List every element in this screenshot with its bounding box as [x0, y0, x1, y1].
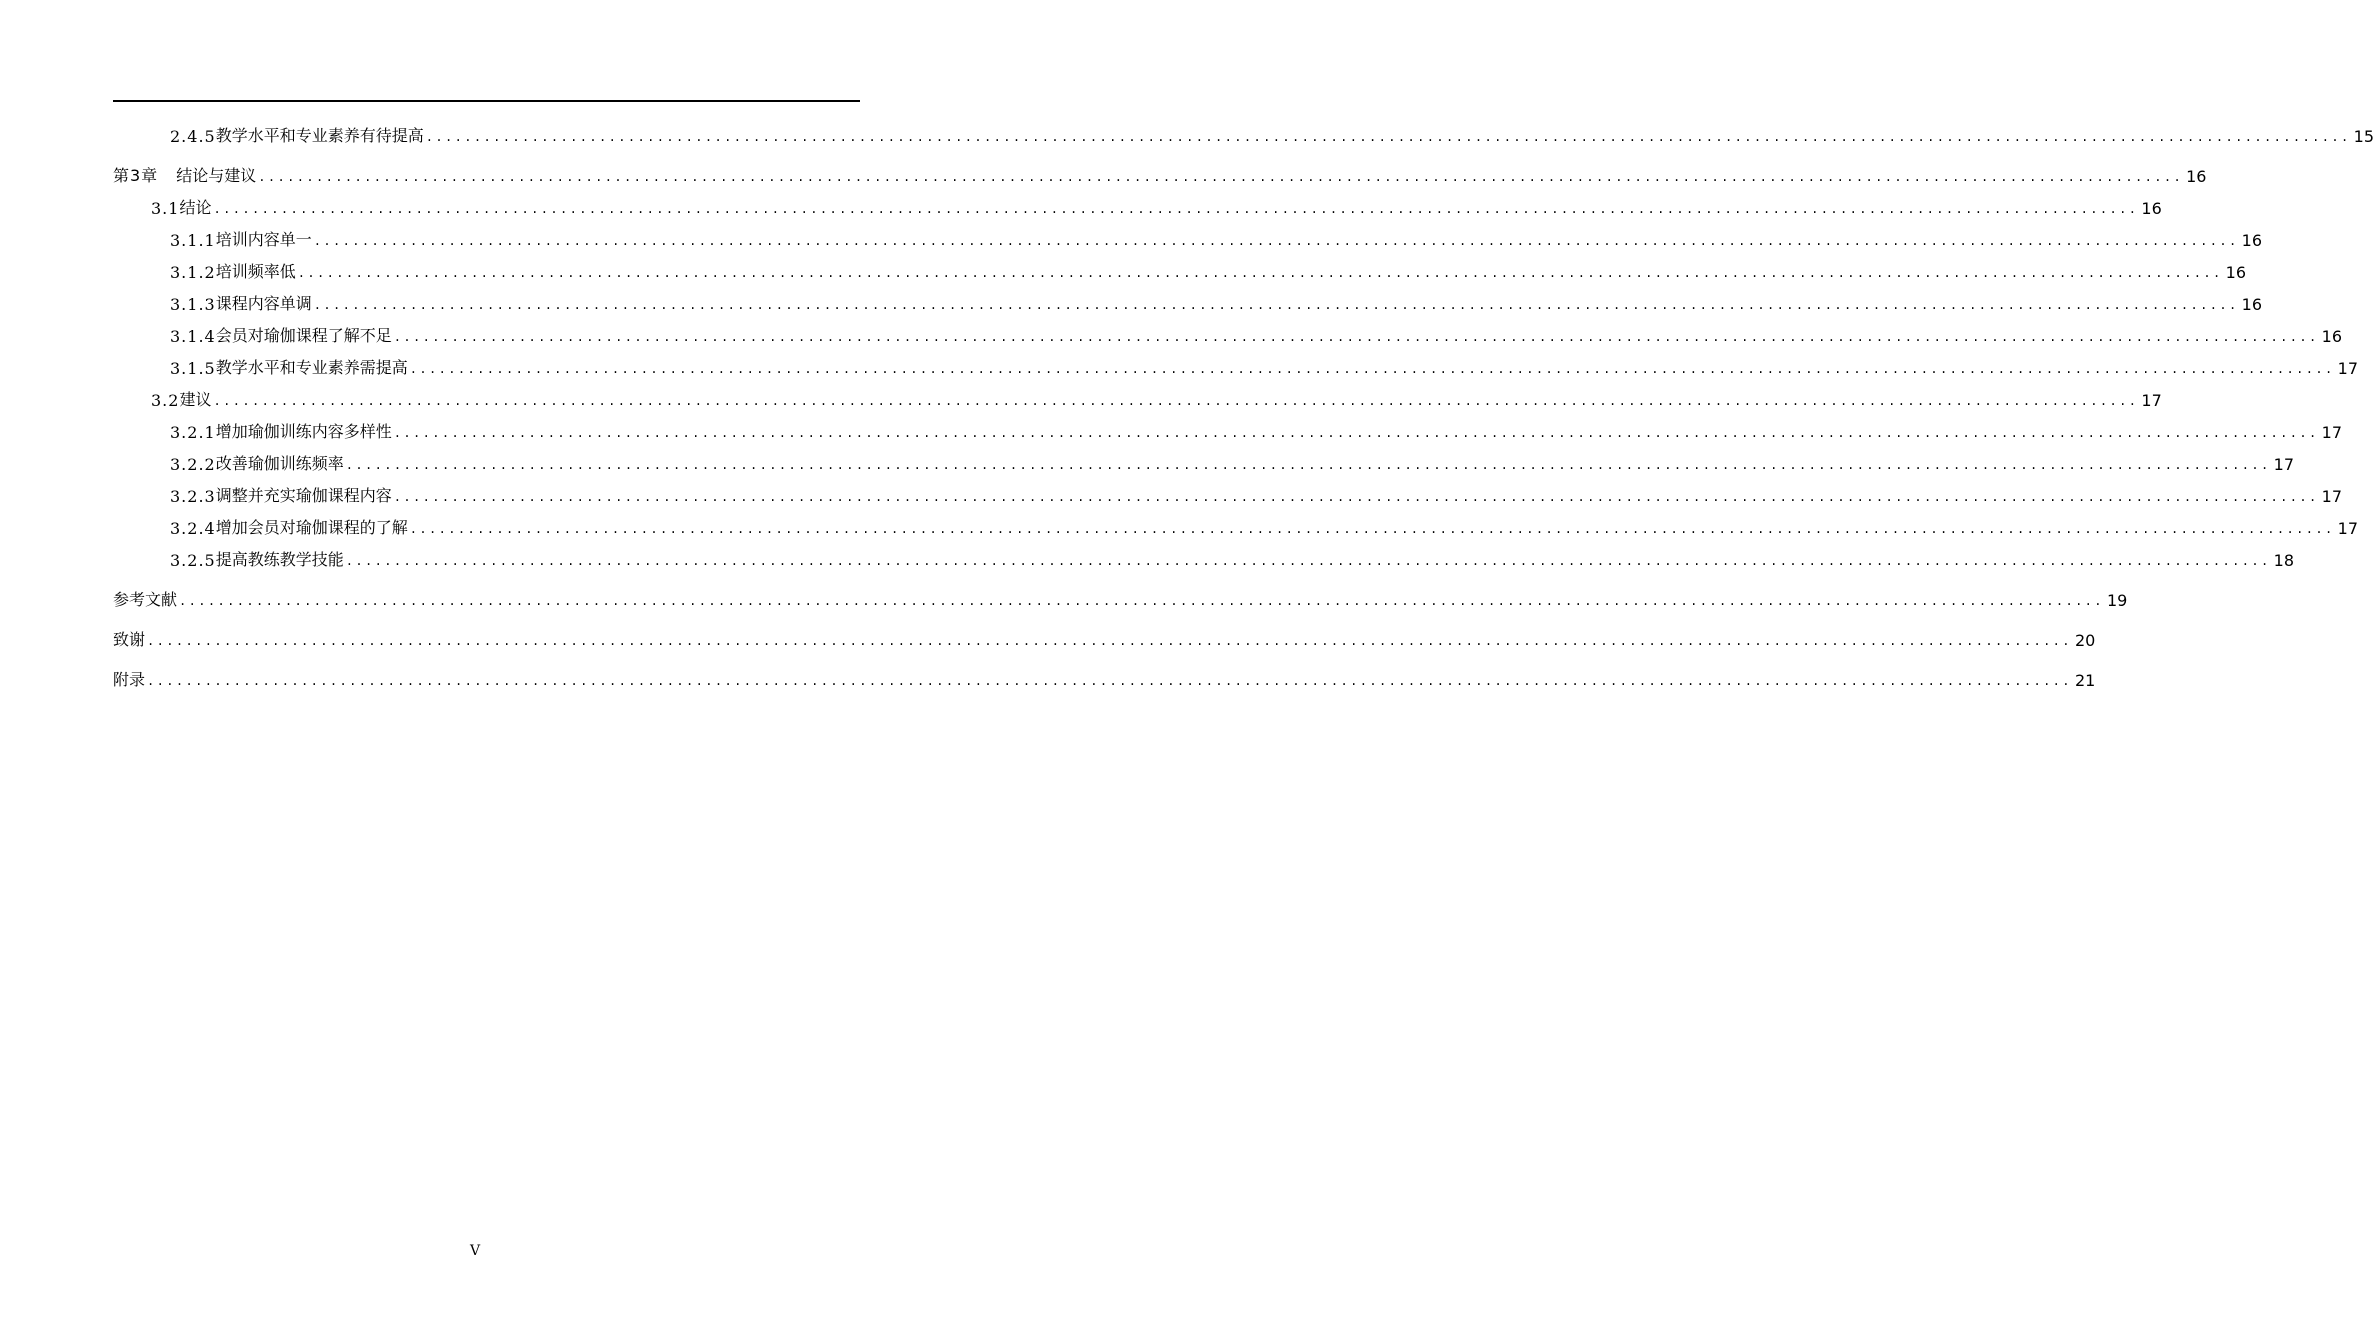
toc-entry-title: 参考文献: [113, 590, 178, 609]
toc-entry-page: 16: [2186, 167, 2207, 186]
toc-entry-page: 17: [2321, 423, 2343, 442]
toc-leader-dots: ........................................................................................................................................................................................................: [258, 170, 2184, 184]
toc-entry-page: 17: [2273, 455, 2295, 474]
toc-entry-page: 17: [2321, 487, 2343, 506]
toc-leader-dots: ........................................................................................................................................................................................................: [345, 554, 2271, 568]
toc-entry-number: 3.2.2: [170, 455, 216, 474]
toc-entry-page: 17: [2337, 359, 2359, 378]
toc-entry-3-1-3[interactable]: [113, 282, 2263, 314]
toc-entry-title: 调整并充实瑜伽课程内容: [215, 486, 392, 505]
toc-entry-number: 3.2: [151, 391, 180, 410]
toc-leader-dots: ........................................................................................................................................................................................................: [345, 458, 2271, 472]
toc-leader-dots: ........................................................................................................................................................................................................: [393, 330, 2319, 344]
toc-entry-3-2-1[interactable]: [113, 410, 2343, 442]
toc-entry-title: 附录: [113, 670, 146, 689]
toc-entry-number: 2.4.5: [170, 127, 216, 146]
toc-entry-page: 20: [2074, 631, 2096, 650]
toc-entry-page: 18: [2273, 551, 2295, 570]
toc-entry-title: 课程内容单调: [215, 294, 312, 313]
toc-entry-3-1-5[interactable]: [113, 346, 2359, 378]
toc-entry-3-2[interactable]: [113, 378, 2162, 410]
toc-leader-dots: ........................................................................................................................................................................................................: [425, 130, 2351, 144]
toc-entry-number: 3.1.4: [170, 327, 216, 346]
toc-entry-title: 增加会员对瑜伽课程的了解: [215, 518, 408, 537]
toc-entry-number: 3.1.5: [170, 359, 216, 378]
toc-entry-title: 培训内容单一: [215, 230, 312, 249]
page-number-footer: V: [469, 1243, 481, 1259]
toc-entry-acknowledgements[interactable]: [113, 620, 2096, 650]
toc-entry-title: 会员对瑜伽课程了解不足: [215, 326, 392, 345]
table-of-contents: [113, 114, 2374, 690]
toc-entry-appendix[interactable]: [113, 660, 2096, 690]
toc-entry-title: 改善瑜伽训练频率: [215, 454, 344, 473]
toc-entry-page: 16: [2225, 263, 2247, 282]
toc-leader-dots: ........................................................................................................................................................................................................: [179, 594, 2104, 608]
toc-entry-page: 16: [2321, 327, 2343, 346]
toc-leader-dots: ........................................................................................................................................................................................................: [409, 522, 2335, 536]
toc-entry-number: 3.1.2: [170, 263, 216, 282]
toc-entry-chapter-3[interactable]: [113, 156, 2207, 186]
toc-leader-dots: ........................................................................................................................................................................................................: [313, 298, 2239, 312]
toc-entry-3-2-2[interactable]: [113, 442, 2295, 474]
toc-entry-page: 16: [2141, 199, 2162, 218]
toc-entry-title: 建议: [179, 390, 212, 409]
toc-entry-title: 结论与建议: [176, 166, 257, 185]
toc-entry-page: 21: [2074, 671, 2096, 690]
toc-entry-title: 教学水平和专业素养需提高: [215, 358, 408, 377]
toc-entry-number: 3.2.3: [170, 487, 216, 506]
toc-leader-dots: ........................................................................................................................................................................................................: [409, 362, 2335, 376]
toc-entry-page: 17: [2337, 519, 2359, 538]
toc-entry-number: 3.1.3: [170, 295, 216, 314]
toc-entry-number: 3.2.5: [170, 551, 216, 570]
toc-entry-number: 3.2.1: [170, 423, 216, 442]
toc-entry-page: 17: [2141, 391, 2162, 410]
toc-entry-page: 15: [2353, 127, 2374, 146]
toc-entry-title: 培训频率低: [215, 262, 296, 281]
toc-entry-references[interactable]: [113, 580, 2128, 610]
toc-leader-dots: ........................................................................................................................................................................................................: [393, 426, 2319, 440]
toc-entry-3-1-2[interactable]: [113, 250, 2247, 282]
toc-entry-3-2-4[interactable]: [113, 506, 2359, 538]
toc-entry-title: 致谢: [113, 630, 146, 649]
toc-leader-dots: ........................................................................................................................................................................................................: [213, 202, 2139, 216]
toc-entry-number: 3.2.4: [170, 519, 216, 538]
toc-leader-dots: ........................................................................................................................................................................................................: [147, 634, 2072, 648]
toc-leader-dots: ........................................................................................................................................................................................................: [313, 234, 2239, 248]
toc-leader-dots: ........................................................................................................................................................................................................: [147, 674, 2072, 688]
toc-entry-3-1-4[interactable]: [113, 314, 2343, 346]
toc-entry-title: 增加瑜伽训练内容多样性: [215, 422, 392, 441]
toc-entry-title: 提高教练教学技能: [215, 550, 344, 569]
toc-entry-3-2-5[interactable]: [113, 538, 2295, 570]
toc-entry-title: 结论: [179, 198, 212, 217]
toc-leader-dots: ........................................................................................................................................................................................................: [213, 394, 2139, 408]
toc-entry-2-4-5[interactable]: [113, 114, 2374, 146]
toc-entry-3-1[interactable]: [113, 186, 2162, 218]
toc-entry-number: 3.1: [151, 199, 180, 218]
toc-leader-dots: ........................................................................................................................................................................................................: [393, 490, 2319, 504]
toc-entry-number: 第3章: [113, 166, 159, 185]
toc-entry-3-2-3[interactable]: [113, 474, 2343, 506]
header-rule: [113, 100, 860, 102]
toc-entry-title: 教学水平和专业素养有待提高: [215, 126, 424, 145]
toc-entry-page: 16: [2241, 231, 2263, 250]
toc-entry-3-1-1[interactable]: [113, 218, 2263, 250]
toc-entry-page: 16: [2241, 295, 2263, 314]
toc-leader-dots: ........................................................................................................................................................................................................: [297, 266, 2223, 280]
toc-entry-page: 19: [2106, 591, 2128, 610]
toc-entry-number: 3.1.1: [170, 231, 216, 250]
